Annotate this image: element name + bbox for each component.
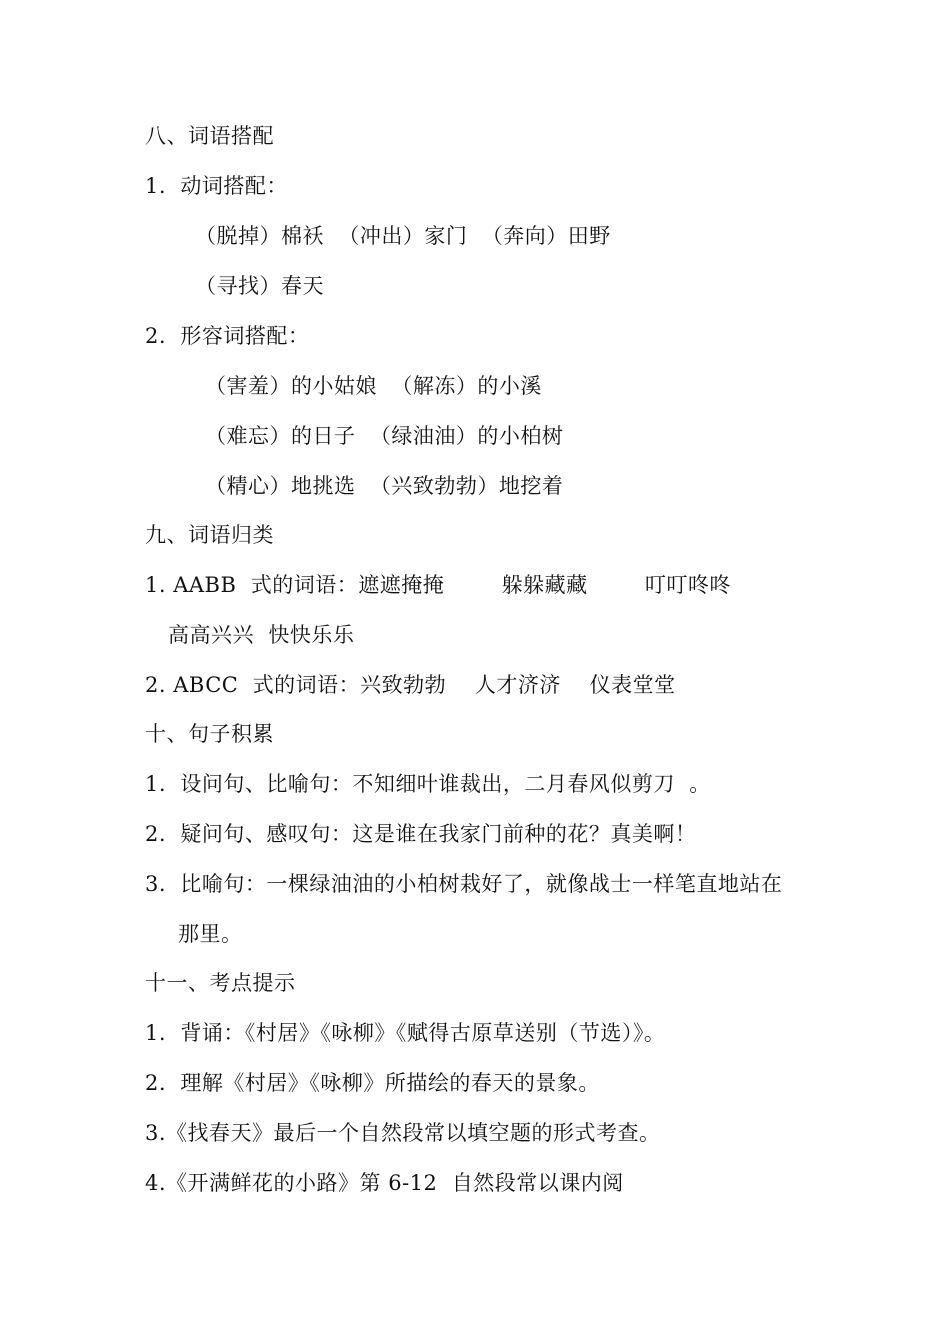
- section-11-heading: 十一、考点提示: [145, 971, 296, 995]
- section-9-item-1: 1. AABB 式的词语：遮遮掩掩 躲躲藏藏 叮叮咚咚: [145, 573, 732, 597]
- section-8-heading: 八、词语搭配: [145, 124, 274, 148]
- section-10-item-1: 1. 设问句、比喻句：不知细叶谁裁出，二月春风似剪刀 。: [145, 772, 711, 796]
- section-11-item-3: 3.《找春天》最后一个自然段常以填空题的形式考查。: [145, 1121, 661, 1145]
- verb-pairs-line-1: （脱掉）棉袄 （冲出）家门 （奔向）田野: [195, 224, 611, 248]
- section-9-heading: 九、词语归类: [145, 523, 274, 547]
- section-8-item-1: 1. 动词搭配：: [145, 174, 288, 198]
- section-11-item-2: 2. 理解《村居》《咏柳》所描绘的春天的景象。: [145, 1071, 600, 1095]
- section-11-item-1: 1. 背诵：《村居》《咏柳》《赋得古原草送别（节选）》。: [145, 1021, 666, 1045]
- section-11-item-4: 4.《开满鲜花的小路》第 6-12 自然段常以课内阅: [145, 1171, 624, 1195]
- adjective-pairs-line-3: （精心）地挑选 （兴致勃勃）地挖着: [205, 474, 564, 498]
- verb-pairs-line-2: （寻找）春天: [195, 274, 324, 298]
- adjective-pairs-line-1: （害羞）的小姑娘 （解冻）的小溪: [205, 374, 542, 398]
- section-10-item-2: 2. 疑问句、感叹句：这是谁在我家门前种的花？真美啊！: [145, 822, 697, 846]
- section-10-item-3-continuation: 那里。: [178, 922, 243, 946]
- section-8-item-2: 2. 形容词搭配：: [145, 324, 310, 348]
- adjective-pairs-line-2: （难忘）的日子 （绿油油）的小柏树: [205, 424, 564, 448]
- section-10-heading: 十、句子积累: [145, 722, 274, 746]
- section-9-item-1-continuation: 高高兴兴 快快乐乐: [168, 623, 355, 647]
- section-9-item-2: 2. ABCC 式的词语：兴致勃勃 人才济济 仪表堂堂: [145, 673, 676, 697]
- section-10-item-3: 3. 比喻句：一棵绿油油的小柏树栽好了，就像战士一样笔直地站在: [145, 872, 783, 896]
